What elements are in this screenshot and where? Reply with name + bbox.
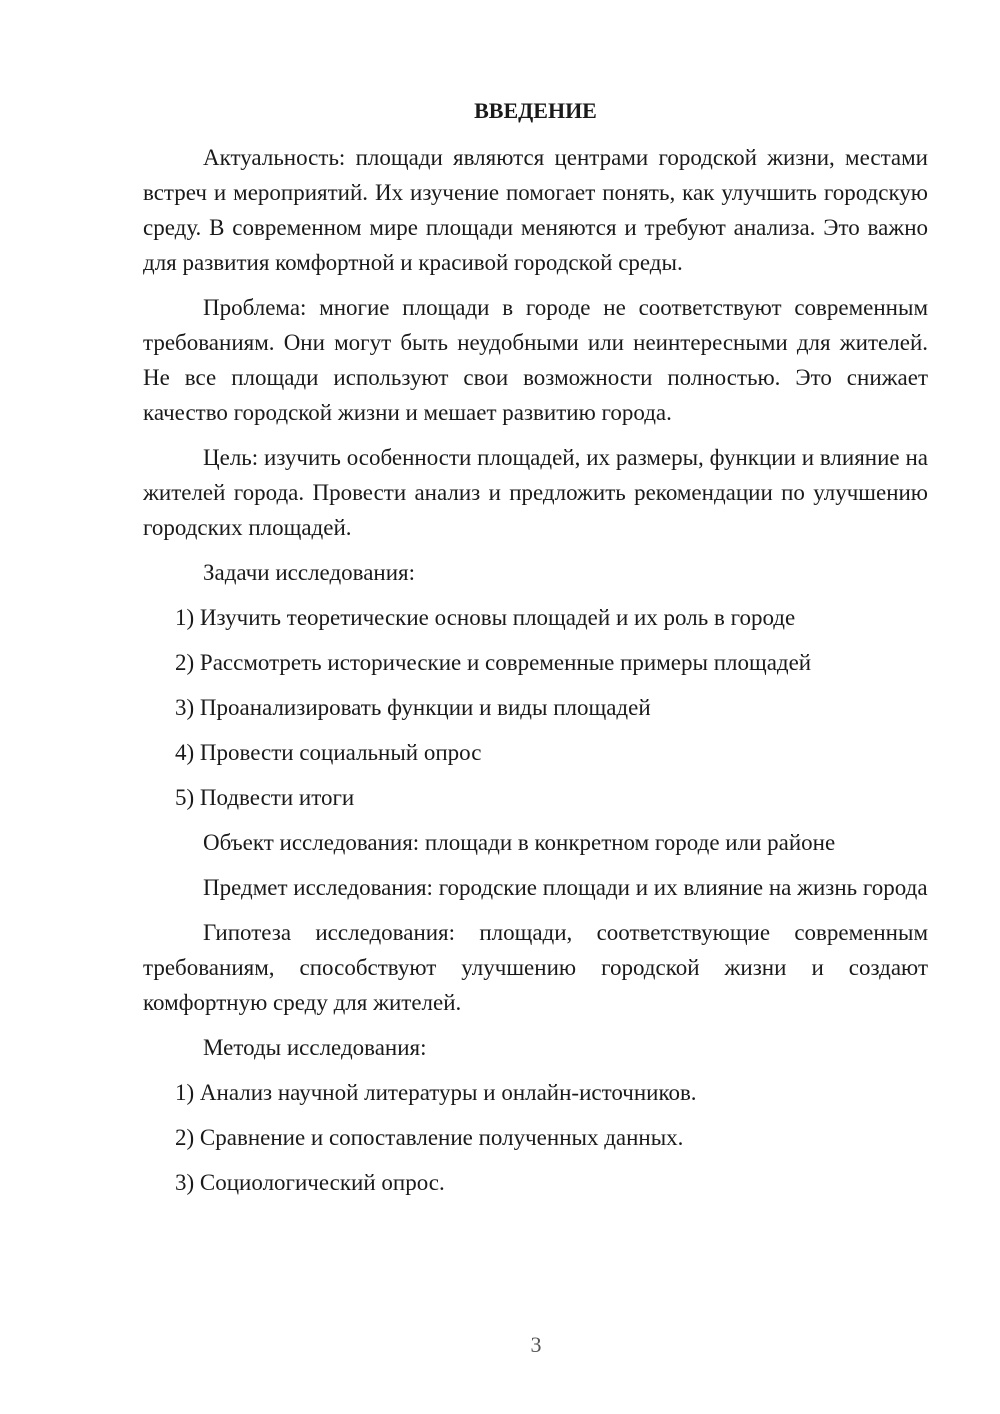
list-item: 1) Изучить теоретические основы площадей и их роль в городе bbox=[175, 605, 796, 630]
relevance-paragraph: Актуальность: площади являются центрами городской жизни, местами встреч и мероприятий. Их изучение помогает понять, как улучшить городскую среду. В современном мире площади меняются и требуют анализа. Это важно для развития комфортной и красивой городской среды. bbox=[143, 145, 928, 275]
list-item: 3) Социологический опрос. bbox=[175, 1170, 445, 1195]
methods-list bbox=[143, 1075, 928, 1200]
list-item: 2) Сравнение и сопоставление полученных данных. bbox=[175, 1125, 684, 1150]
list-item: 4) Провести социальный опрос bbox=[175, 740, 482, 765]
subject-paragraph: Предмет исследования: городские площади и их влияние на жизнь города bbox=[203, 875, 928, 900]
page-content bbox=[143, 93, 928, 1210]
goal-paragraph: Цель: изучить особенности площадей, их размеры, функции и влияние на жителей города. Провести анализ и предложить рекомендации по улучшению городских площадей. bbox=[143, 445, 928, 540]
hypothesis-paragraph: Гипотеза исследования: площади, соответствующие современным требованиям, способствуют улучшению городской жизни и создают комфортную среду для жителей. bbox=[143, 920, 928, 1015]
section-title: ВВЕДЕНИЕ bbox=[474, 98, 597, 123]
list-item: 5) Подвести итоги bbox=[175, 785, 355, 810]
list-item: 2) Рассмотреть исторические и современные примеры площадей bbox=[175, 650, 812, 675]
page-number: 3 bbox=[530, 1332, 542, 1357]
list-item: 3) Проанализировать функции и виды площадей bbox=[175, 695, 651, 720]
tasks-list bbox=[143, 600, 928, 815]
list-item: 1) Анализ научной литературы и онлайн-источников. bbox=[175, 1080, 697, 1105]
tasks-heading: Задачи исследования: bbox=[203, 560, 416, 585]
methods-heading: Методы исследования: bbox=[203, 1035, 427, 1060]
object-paragraph: Объект исследования: площади в конкретном городе или районе bbox=[203, 830, 836, 855]
problem-paragraph: Проблема: многие площади в городе не соответствуют современным требованиям. Они могут быть неудобными или неинтересными для жителей. Не все площади используют свои возможности полностью. Это снижает качество городской жизни и мешает развитию города. bbox=[143, 295, 928, 425]
